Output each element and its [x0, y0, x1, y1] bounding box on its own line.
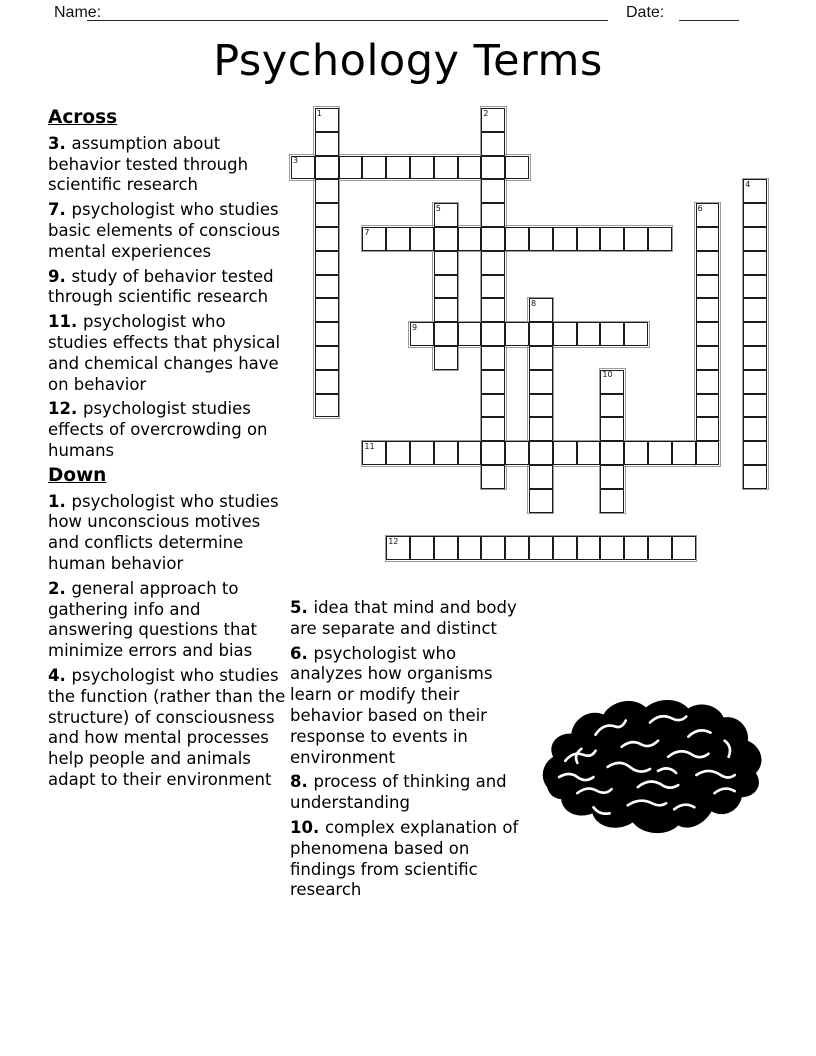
grid-cell[interactable]: [481, 346, 505, 370]
grid-cell[interactable]: [529, 322, 553, 346]
grid-cell[interactable]: [529, 536, 553, 560]
grid-cell[interactable]: [648, 536, 672, 560]
clue-number: 4.: [48, 665, 72, 685]
grid-cell[interactable]: [553, 441, 577, 465]
grid-number-11: 11: [364, 441, 375, 451]
grid-cell[interactable]: [481, 298, 505, 322]
grid-cell[interactable]: [743, 441, 767, 465]
across-clue-list: [48, 134, 288, 462]
clue-1: [48, 492, 288, 575]
grid-cell[interactable]: [696, 394, 720, 418]
brain-icon: [537, 700, 769, 850]
grid-cell[interactable]: [458, 227, 482, 251]
grid-cell[interactable]: [386, 227, 410, 251]
clue-number: 2.: [48, 578, 72, 598]
grid-cell[interactable]: [600, 441, 624, 465]
grid-cell[interactable]: [743, 251, 767, 275]
grid-cell[interactable]: [672, 536, 696, 560]
grid-cell[interactable]: [696, 251, 720, 275]
grid-cell[interactable]: [743, 322, 767, 346]
clue-text: idea that mind and body are separate and distinct: [290, 598, 517, 638]
date-label: Date:: [626, 4, 665, 21]
grid-cell[interactable]: [696, 370, 720, 394]
clue-text: psychologist who studies how unconscious motives and conflicts determine human behavior: [48, 491, 279, 573]
clue-6: [290, 644, 530, 769]
grid-cell[interactable]: [529, 441, 553, 465]
grid-cell[interactable]: [315, 251, 339, 275]
down-clue-list-left: [48, 492, 288, 791]
across-heading: Across: [48, 107, 118, 128]
grid-cell[interactable]: [434, 322, 458, 346]
grid-number-2: 2: [483, 108, 489, 118]
grid-cell[interactable]: [481, 465, 505, 489]
grid-cell[interactable]: [648, 441, 672, 465]
grid-cell[interactable]: [696, 298, 720, 322]
grid-cell[interactable]: [529, 346, 553, 370]
name-blank-line[interactable]: [87, 20, 608, 21]
grid-cell[interactable]: [481, 322, 505, 346]
grid-cell[interactable]: [434, 275, 458, 299]
grid-cell[interactable]: [743, 394, 767, 418]
clue-text: psychologist who studies effects that physical and chemical changes have on behavior: [48, 312, 281, 394]
grid-cell[interactable]: [696, 441, 720, 465]
clue-number: 7.: [48, 200, 72, 220]
clue-number: 8.: [290, 772, 314, 792]
grid-cell[interactable]: [434, 227, 458, 251]
grid-cell[interactable]: [624, 441, 648, 465]
grid-cell[interactable]: [315, 346, 339, 370]
grid-cell[interactable]: [315, 322, 339, 346]
crossword-grid: [291, 108, 773, 566]
grid-cell[interactable]: [481, 156, 505, 180]
grid-cell[interactable]: [458, 441, 482, 465]
grid-cell[interactable]: [434, 298, 458, 322]
grid-cell[interactable]: [434, 156, 458, 180]
grid-cell[interactable]: [743, 227, 767, 251]
clue-2: [48, 579, 288, 662]
grid-cell[interactable]: [505, 322, 529, 346]
grid-cell[interactable]: [505, 441, 529, 465]
grid-cell[interactable]: [315, 394, 339, 418]
grid-cell[interactable]: [481, 203, 505, 227]
grid-cell[interactable]: [553, 227, 577, 251]
clue-12: [48, 399, 288, 461]
grid-number-7: 7: [364, 227, 370, 237]
clue-7: [48, 200, 288, 262]
grid-cell[interactable]: [743, 298, 767, 322]
grid-cell[interactable]: [696, 346, 720, 370]
grid-cell[interactable]: [696, 275, 720, 299]
grid-cell[interactable]: [315, 132, 339, 156]
down-heading: Down: [48, 464, 107, 486]
grid-cell[interactable]: [743, 417, 767, 441]
clue-number: 6.: [290, 643, 314, 663]
grid-cell[interactable]: [315, 203, 339, 227]
grid-cell[interactable]: [529, 417, 553, 441]
grid-number-10: 10: [602, 370, 613, 380]
clue-10: [290, 818, 530, 901]
clue-11: [48, 312, 288, 395]
page-title: Psychology Terms: [213, 36, 603, 86]
grid-cell[interactable]: [553, 322, 577, 346]
grid-cell[interactable]: [458, 536, 482, 560]
grid-number-5: 5: [435, 203, 441, 213]
clue-4: [48, 666, 288, 791]
clue-text: study of behavior tested through scientific research: [48, 266, 274, 307]
clue-3: [48, 134, 288, 196]
grid-cell[interactable]: [696, 322, 720, 346]
grid-cell[interactable]: [434, 251, 458, 275]
grid-cell[interactable]: [600, 227, 624, 251]
grid-cell[interactable]: [434, 536, 458, 560]
clue-5: [290, 598, 530, 640]
grid-cell[interactable]: [481, 394, 505, 418]
grid-cell[interactable]: [481, 417, 505, 441]
grid-cell[interactable]: [600, 465, 624, 489]
grid-cell[interactable]: [481, 227, 505, 251]
grid-cell[interactable]: [577, 536, 601, 560]
grid-cell[interactable]: [600, 322, 624, 346]
clue-9: [48, 267, 288, 309]
grid-cell[interactable]: [577, 441, 601, 465]
grid-cell[interactable]: [529, 394, 553, 418]
clue-number: 3.: [48, 133, 72, 153]
grid-cell[interactable]: [743, 346, 767, 370]
grid-cell[interactable]: [481, 179, 505, 203]
grid-cell[interactable]: [529, 227, 553, 251]
clue-text: psychologist who analyzes how organisms learn or modify their behavior based on their response to events in environment: [290, 643, 493, 767]
grid-cell[interactable]: [410, 227, 434, 251]
grid-cell[interactable]: [553, 536, 577, 560]
grid-cell[interactable]: [505, 156, 529, 180]
clue-number: 12.: [48, 399, 83, 419]
clue-8: [290, 772, 530, 814]
grid-cell[interactable]: [672, 441, 696, 465]
grid-cell[interactable]: [624, 322, 648, 346]
grid-cell[interactable]: [481, 251, 505, 275]
grid-cell[interactable]: [410, 156, 434, 180]
grid-number-6: 6: [697, 203, 703, 213]
clue-text: general approach to gathering info and answering questions that minimize errors and bias: [48, 578, 257, 661]
grid-cell[interactable]: [505, 227, 529, 251]
grid-cell[interactable]: [410, 441, 434, 465]
clue-text: complex explanation of phenomena based on findings from scientific research: [290, 817, 519, 900]
date-blank-line[interactable]: [679, 20, 739, 21]
grid-cell[interactable]: [458, 156, 482, 180]
grid-cell[interactable]: [315, 275, 339, 299]
grid-cell[interactable]: [577, 227, 601, 251]
grid-cell[interactable]: [362, 156, 386, 180]
grid-cell[interactable]: [315, 370, 339, 394]
grid-cell[interactable]: [743, 203, 767, 227]
grid-cell[interactable]: [624, 227, 648, 251]
grid-number-1: 1: [316, 108, 322, 118]
grid-cell[interactable]: [696, 227, 720, 251]
grid-cell[interactable]: [529, 465, 553, 489]
grid-number-4: 4: [745, 179, 751, 189]
grid-cell[interactable]: [600, 489, 624, 513]
grid-cell[interactable]: [600, 394, 624, 418]
clues-column-right: [290, 598, 530, 905]
grid-number-8: 8: [531, 298, 537, 308]
grid-cell[interactable]: [458, 322, 482, 346]
grid-cell[interactable]: [434, 441, 458, 465]
clue-number: 5.: [290, 598, 314, 617]
clue-number: 10.: [290, 817, 325, 837]
grid-cell[interactable]: [648, 227, 672, 251]
clue-number: 11.: [48, 312, 83, 332]
name-label: Name:: [54, 4, 102, 21]
grid-cell[interactable]: [529, 489, 553, 513]
grid-cell[interactable]: [481, 370, 505, 394]
clue-number: 9.: [48, 266, 72, 286]
grid-number-9: 9: [412, 322, 418, 332]
grid-cell[interactable]: [600, 536, 624, 560]
grid-number-12: 12: [388, 536, 399, 546]
clue-text: process of thinking and understanding: [290, 772, 507, 813]
grid-cell[interactable]: [434, 346, 458, 370]
grid-cell[interactable]: [600, 417, 624, 441]
grid-cell[interactable]: [624, 536, 648, 560]
grid-cell[interactable]: [577, 322, 601, 346]
clue-text: psychologist who studies the function (rather than the structure) of consciousness and how mental processes help people and animals adapt to their environment: [48, 665, 286, 789]
grid-cell[interactable]: [315, 227, 339, 251]
clue-text: assumption about behavior tested through scientific research: [48, 133, 249, 195]
grid-cell[interactable]: [505, 536, 529, 560]
clues-column-left: [48, 108, 288, 795]
grid-cell[interactable]: [743, 275, 767, 299]
grid-cell[interactable]: [481, 536, 505, 560]
grid-cell[interactable]: [481, 132, 505, 156]
grid-number-3: 3: [293, 156, 299, 166]
clue-text: psychologist who studies basic elements of conscious mental experiences: [48, 200, 281, 261]
grid-cell[interactable]: [386, 156, 410, 180]
down-clue-list-right: [290, 598, 530, 901]
grid-cell[interactable]: [743, 465, 767, 489]
grid-cell[interactable]: [481, 275, 505, 299]
clue-text: psychologist studies effects of overcrowding on humans: [48, 399, 268, 460]
grid-cell[interactable]: [339, 156, 363, 180]
grid-cell[interactable]: [481, 441, 505, 465]
grid-cell[interactable]: [743, 370, 767, 394]
grid-cell[interactable]: [315, 179, 339, 203]
grid-cell[interactable]: [410, 536, 434, 560]
grid-cell[interactable]: [386, 441, 410, 465]
grid-cell[interactable]: [696, 417, 720, 441]
grid-cell[interactable]: [315, 298, 339, 322]
grid-cell[interactable]: [315, 156, 339, 180]
clue-number: 1.: [48, 491, 72, 511]
grid-cell[interactable]: [529, 370, 553, 394]
